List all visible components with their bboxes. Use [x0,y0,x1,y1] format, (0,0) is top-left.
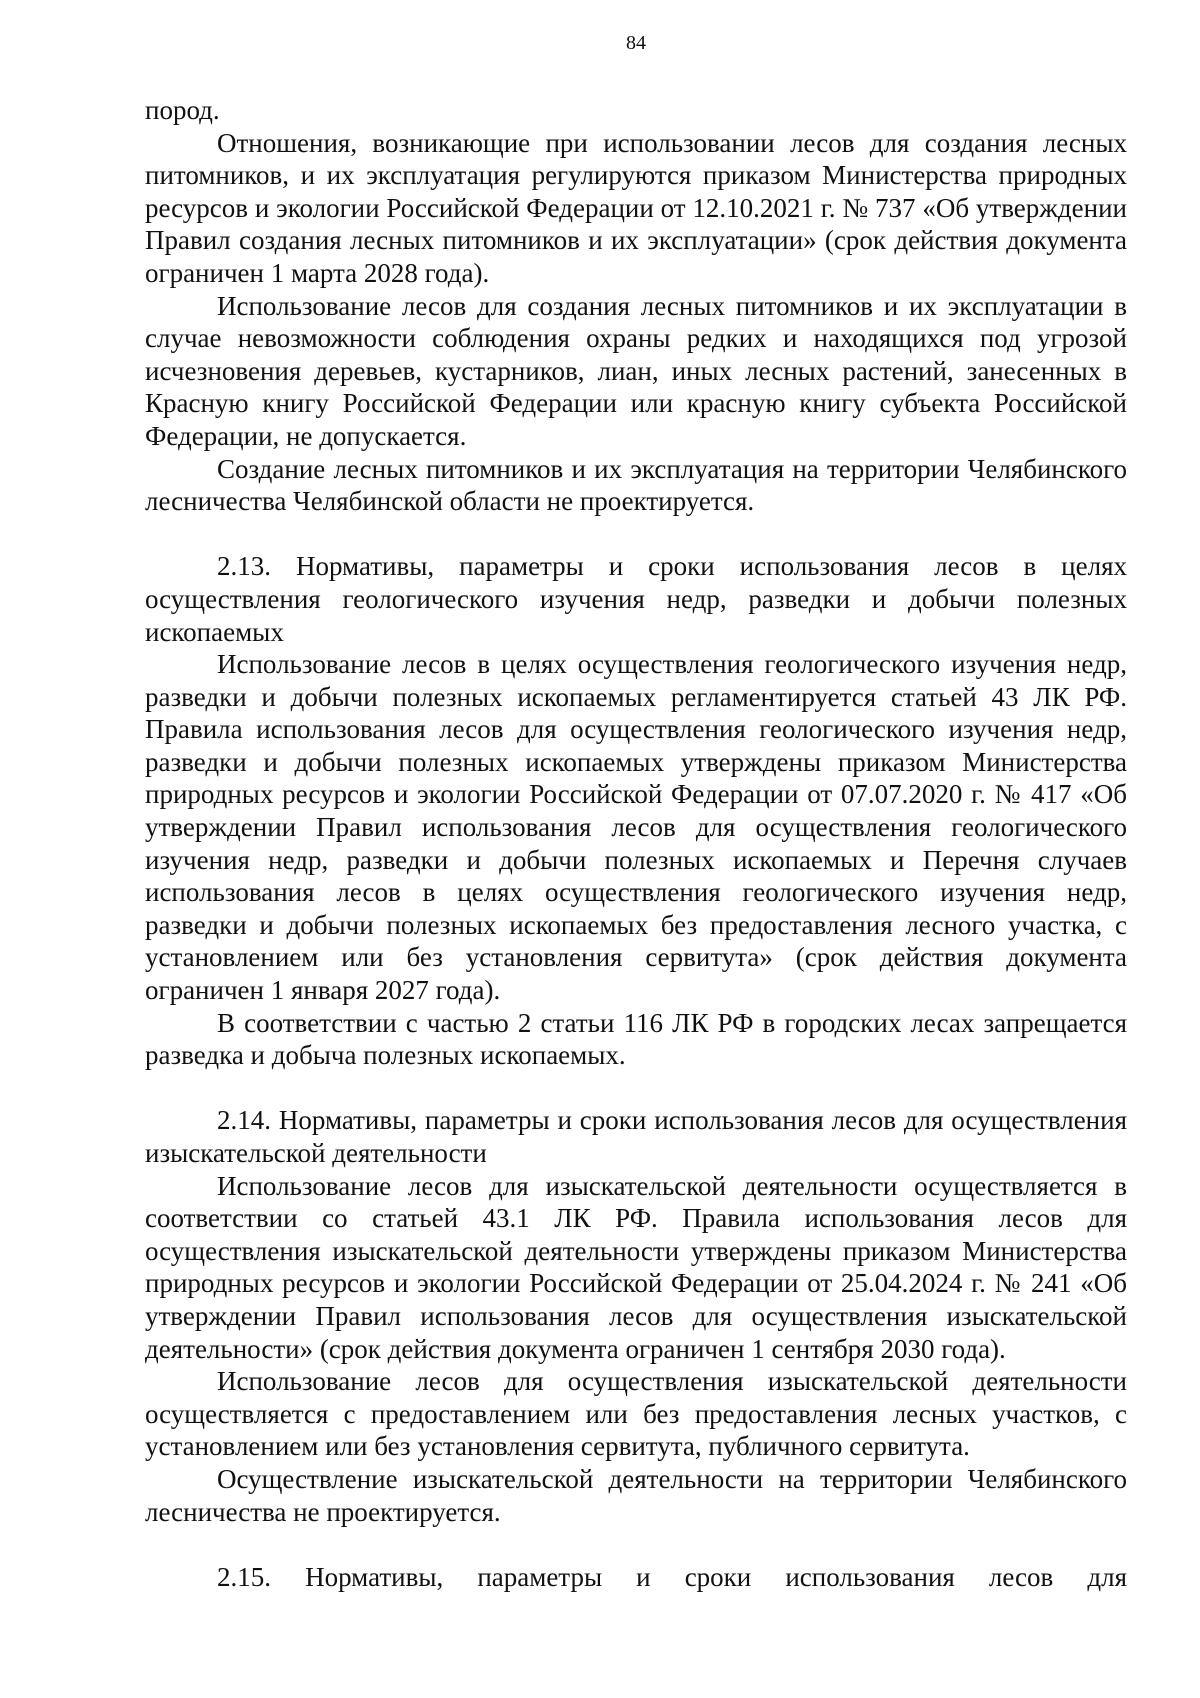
section-2-14-paragraph-regulation: Использование лесов для изыскательской деятельности осуществляется в соответствии со статьей 43.1 ЛК РФ. Правила использования лесов для осуществления изыскательской деятельности утверждены приказом Министерства природных ресурсов и экологии Российской Федерации от 25.04.2024 г. № 241 «Об утверждении Правил использования лесов для осуществления изыскательской деятельности» (срок действия документа ограничен 1 сентября 2030 года). [145,1170,1127,1364]
section-2-14-paragraph-not-planned: Осуществление изыскательской деятельности на территории Челябинского лесничества не проектируется. [145,1463,1127,1527]
section-2-14-heading: 2.14. Нормативы, параметры и сроки использования лесов для осуществления изыскательской деятельности [145,1105,1127,1168]
document-page [145,30,1127,1593]
section-2-13-paragraph-urban-forests: В соответствии с частью 2 статьи 116 ЛК РФ в городских лесах запрещается разведка и добыча полезных ископаемых. [145,1007,1127,1071]
document-body [145,94,1127,1593]
paragraph-nurseries-regulation: Отношения, возникающие при использовании лесов для создания лесных питомников, и их эксплуатация регулируются приказом Министерства природных ресурсов и экологии Российской Федерации от 12.10.2021 г. № 737 «Об утверждении Правил создания лесных питомников и их эксплуатации» (срок действия документа ограничен 1 марта 2028 года). [145,127,1127,288]
page-number: 84 [626,32,646,54]
section-2-13-heading: 2.13. Нормативы, параметры и сроки использования лесов в целях осуществления геологического изучения недр, разведки и добычи полезных ископаемых [145,551,1127,647]
paragraph-red-book-restriction: Использование лесов для создания лесных питомников и их эксплуатации в случае невозможности соблюдения охраны редких и находящихся под угрозой исчезновения деревьев, кустарников, лиан, иных лесных растений, занесенных в Красную книгу Российской Федерации или красную книгу субъекта Российской Федерации, не допускается. [145,290,1127,451]
paragraph-nurseries-not-planned: Создание лесных питомников и их эксплуатация на территории Челябинского лесничества Челябинской области не проектируется. [145,453,1127,517]
section-2-15-heading: 2.15. Нормативы, параметры и сроки использования лесов для [217,1561,1127,1592]
section-2-13-paragraph-regulation: Использование лесов в целях осуществления геологического изучения недр, разведки и добычи полезных ископаемых регламентируется статьей 43 ЛК РФ. Правила использования лесов для осуществления геологического изучения недр, разведки и добычи полезных ископаемых утверждены приказом Министерства природных ресурсов и экологии Российской Федерации от 07.07.2020 г. № 417 «Об утверждении Правил использования лесов для осуществления геологического изучения недр, разведки и добычи полезных ископаемых и Перечня случаев использования лесов в целях осуществления геологического изучения недр, разведки и добычи полезных ископаемых без предоставления лесного участка, с установлением или без установления сервитута» (срок действия документа ограничен 1 января 2027 года). [145,649,1127,1006]
paragraph-continuation: пород. [145,95,220,125]
section-2-14-paragraph-servitude: Использование лесов для осуществления изыскательской деятельности осуществляется с предоставлением или без предоставления лесных участков, с установлением или без установления сервитута, публичного сервитута. [145,1366,1127,1462]
